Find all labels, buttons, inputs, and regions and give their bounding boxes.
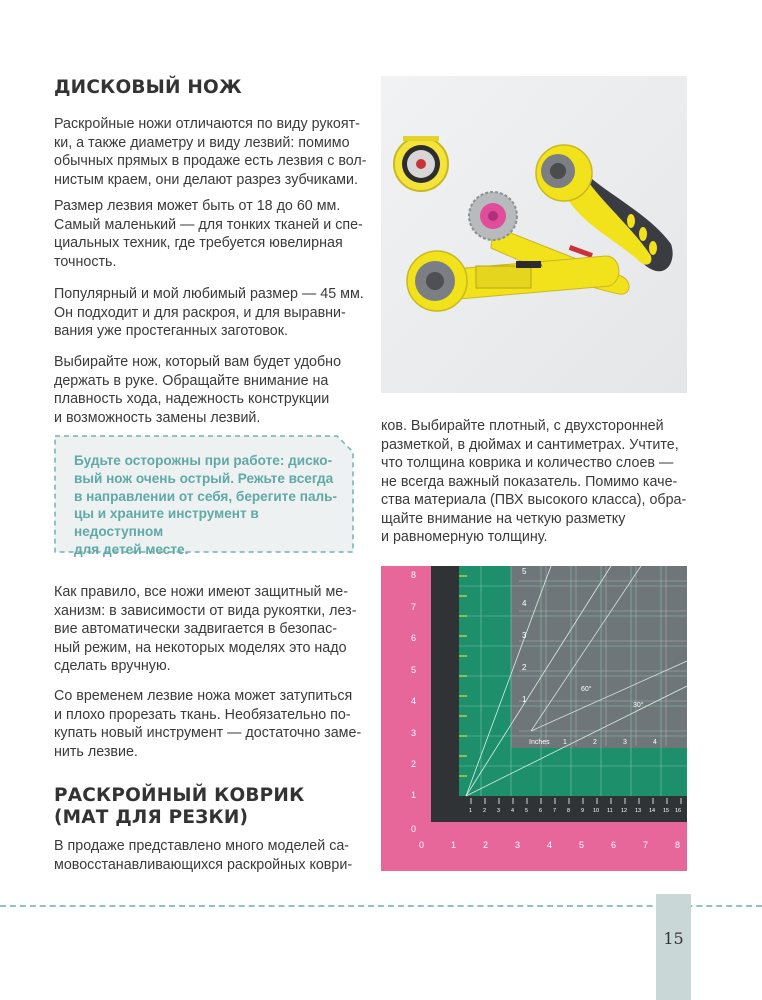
svg-text:1: 1 [563,739,567,746]
mat-angle-60-label: 60° [581,686,592,693]
section-heading-rotary-cutter: ДИСКОВЫЙ НОЖ [54,77,242,98]
svg-text:6: 6 [539,808,543,814]
svg-text:4: 4 [547,840,553,850]
paragraph-choose-knife: Выбирайте нож, который вам будет удобно держать в руке. Обращайте внимание на плавность хода, надежность конструкции и возможность замены лезвий. [54,354,342,426]
paragraph-mat-advice: ков. Выбирайте плотный, с двухсторонней разметкой, в дюймах и сантиметрах. Учтите, что толщина коврика и количество слоев — не всегда важный показатель. Помимо каче- ства материала (ПВХ высокого класса), обра- щайте внимание на четкую разметку и равномерную толщину. [381,418,687,545]
svg-text:0: 0 [419,840,425,850]
svg-text:1: 1 [411,790,417,800]
section-heading-cutting-mat: РАСКРОЙНЫЙ КОВРИК (МАТ ДЛЯ РЕЗКИ) [54,785,305,828]
svg-text:Inches: Inches [529,739,550,746]
mat-angle-30-label: 30° [633,702,644,709]
callout-text: Будьте осторожны при работе: диско- вый нож очень острый. Режьте всегда в направлении от себя, берегите паль- цы и храните инструмент в недоступном для детей месте. [74,453,338,557]
svg-text:1: 1 [469,808,473,814]
rotary-cutters-photo [381,76,687,393]
svg-text:2: 2 [483,840,489,850]
svg-text:2: 2 [411,759,417,769]
svg-text:14: 14 [649,808,656,814]
svg-text:10: 10 [593,808,600,814]
svg-text:5: 5 [579,840,585,850]
paragraph-blade-types: Раскройные ножи отличаются по виду рукоят- ки, а также диаметру и виду лезвий: помимо обычных прямых в продаже есть лезвия с вол- нистым краем, они делают разрез зубчиками. [54,116,367,188]
mat-pink-left-labels [411,570,416,834]
svg-text:11: 11 [607,808,613,814]
paragraph-safety-mechanism: Как правило, все ножи имеют защитный ме- ханизм: в зависимости от вида рукоятки, лез- вие автоматически задвигается в безопас- ный режим, на некоторых моделях это надо сделать вручную. [54,584,357,674]
svg-text:16: 16 [675,808,682,814]
footer-dashed-line [0,905,762,907]
paragraph-popular-size: Популярный и мой любимый размер — 45 мм. Он подходит и для раскроя, и для выравни- вания уже простеганных заготовок. [54,286,364,339]
paragraph-blade-size: Размер лезвия может быть от 18 до 60 мм. Самый маленький — для тонких тканей и спе- циальных техник, где требуется ювелирная точность. [54,198,363,270]
svg-text:3: 3 [623,739,627,746]
svg-text:4: 4 [411,696,417,706]
svg-text:3: 3 [522,631,527,640]
cutting-mat-photo [381,566,687,871]
svg-text:4: 4 [653,739,657,746]
svg-text:12: 12 [621,808,628,814]
page-number: 15 [663,929,684,948]
paragraph-mat-intro: В продаже представлено много моделей са- мовосстанавливающихся раскройных коври- [54,838,353,873]
svg-text:7: 7 [553,808,557,814]
svg-text:3: 3 [515,840,521,850]
rotary-cutters-illustration [381,76,687,393]
svg-text:3: 3 [411,728,417,738]
svg-text:15: 15 [663,808,670,814]
svg-text:8: 8 [567,808,571,814]
svg-text:0: 0 [411,824,417,834]
svg-text:5: 5 [525,808,529,814]
svg-text:7: 7 [643,840,649,850]
svg-text:3: 3 [497,808,501,814]
svg-text:7: 7 [411,602,417,612]
svg-text:6: 6 [411,633,417,643]
paragraph-blade-replacement: Со временем лезвие ножа может затупиться и плохо прорезать ткань. Необязательно по- купать новый инструмент — достаточно заме- нить лезвие. [54,688,362,760]
svg-text:4: 4 [511,808,515,814]
svg-text:2: 2 [522,663,527,672]
svg-text:1: 1 [451,840,457,850]
svg-text:9: 9 [581,808,585,814]
svg-text:4: 4 [522,599,527,608]
svg-text:13: 13 [635,808,642,814]
svg-text:5: 5 [411,665,417,675]
svg-text:8: 8 [675,840,681,850]
svg-text:1: 1 [522,695,527,704]
svg-text:6: 6 [611,840,617,850]
cutting-mat-illustration [381,566,687,871]
safety-callout [54,435,354,557]
svg-text:5: 5 [522,567,527,576]
svg-text:2: 2 [593,739,597,746]
svg-text:8: 8 [411,570,417,580]
knife-brand-label: OLFA [527,263,543,269]
svg-text:2: 2 [483,808,487,814]
blade-case-icon [394,136,448,191]
